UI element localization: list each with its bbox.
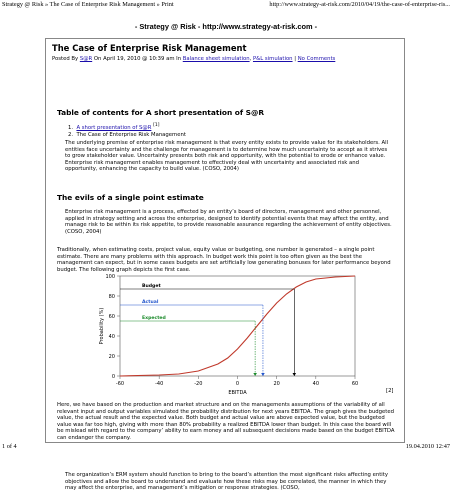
print-header [2, 0, 450, 10]
article-title: The Case of Enterprise Risk Management [52, 43, 247, 53]
paragraph-4: Here, we have based on the production and market structure and on the managements assumptions of the variability of all relevant input and output variables simulated the probability distribution for next years EBITDA. The graph gives the budgeted value, the actual result and the expected value. Both budget and actual value are above expected value, but the budgeted value was far too high, giving with more than 80% probability a realized EBITDA lower than budget. In this case the board will be mislead with regard to the company’ ability to earn money and all subsequent decisions made based on the budget EBITDA can endanger the company. [57, 402, 395, 441]
ref-1[interactable]: [1] [153, 123, 160, 128]
posted-prefix: Posted By [52, 56, 80, 62]
toc-num: 1. [68, 124, 74, 131]
y-tick-label: 20 [108, 353, 115, 360]
print-footer [2, 442, 450, 452]
budget-label: Budget [142, 284, 161, 289]
cumulative-probability-line [120, 276, 355, 376]
print-header-url: http://www.strategy-at-risk.com/2010/04/19/the-case-of-enterprise-ris... [269, 1, 450, 8]
y-tick-label: 0 [111, 373, 115, 380]
paragraph-5: The organization’s ERM system should function to bring to the board’s attention the most significant risks affecting entity objectives and allow the board to understand and evaluate how these risks may be correlated, the manner in which they may affect the enterprise, and management’s mitigation or response strategies. (COSO, [65, 472, 388, 492]
paragraph-1: The underlying premise of enterprise risk management is that every entity exists to provide value for its stakeholders. All entities face uncertainty and the challenge for management is to determine how much uncertainty to accept as it strives to grow stakeholder value. Uncertainty presents both risk and opportunity, with the potential to erode or enhance value. Enterprise risk management enables management to effectively deal with uncertainty and associated risk and opportunity, enhancing the capacity to build value. (COSO, 2004) [65, 140, 389, 173]
toc-link-short-presentation[interactable]: A short presentation of S@R [76, 124, 152, 131]
page-count: 1 of 4 [2, 443, 17, 450]
x-tick-label: 60 [351, 381, 359, 387]
ref-2[interactable]: [2] [386, 388, 394, 394]
expected-arrow [253, 373, 257, 376]
article-box [45, 38, 405, 492]
comments-link[interactable]: No Comments [297, 56, 336, 62]
separator: , [249, 56, 253, 62]
separator-bar: | [292, 56, 298, 62]
posted-date-text: On April 19, 2010 @ 10:39 am In [92, 56, 183, 62]
probability-chart [65, 264, 385, 398]
actual-arrow [261, 373, 265, 376]
toc-item-1 [68, 123, 186, 131]
toc-heading: Table of contents for A short presentation of S@R [57, 108, 265, 117]
toc-num: 2. [68, 131, 74, 138]
x-tick-label: 40 [312, 381, 320, 387]
toc-item-2 [68, 132, 186, 139]
x-tick-label: -20 [194, 381, 203, 387]
x-axis-label: EBITDA [228, 390, 247, 396]
y-tick-label: 80 [108, 293, 115, 300]
category-link-balance-sheet[interactable]: Balance sheet simulation [182, 56, 250, 62]
y-tick-label: 40 [108, 333, 115, 340]
site-title: - Strategy @ Risk - http://www.strategy-at-risk.com - [134, 22, 318, 31]
expected-label: Expected [142, 316, 166, 321]
y-tick-label: 100 [105, 273, 115, 280]
print-header-title: Strategy @ Risk » The Case of Enterprise Risk Management » Print [2, 1, 174, 8]
plot-frame [120, 276, 355, 376]
paragraph-3: Traditionally, when estimating costs, project value, equity value or budgeting, one number is generated – a single point estimate. There are many problems with this approach. In budget work this point is too often given as the best the management can expect, but in some cases budgets are set artificially low generating bonuses for later performance beyond budget. The following graph depicts the first case. [57, 247, 391, 273]
toc-list [68, 123, 186, 139]
x-tick-label: -40 [155, 381, 164, 387]
author-link[interactable]: S@R [79, 56, 93, 62]
section-heading-evils: The evils of a single point estimate [57, 193, 204, 202]
x-tick-label: 20 [273, 381, 280, 387]
category-link-pl[interactable]: P&L simulation [252, 56, 293, 62]
toc-text-current: The Case of Enterprise Risk Management [76, 131, 186, 138]
x-tick-label: -60 [115, 381, 125, 387]
post-meta [52, 56, 397, 63]
paragraph-2: Enterprise risk management is a process, effected by an entity’s board of directors, management and other personnel, applied in strategy setting and across the enterprise, designed to identify potential events that may affect the entity, and manage risk to be within its risk appetite, to provide reasonable assurance regarding the achievement of entity objectives. (COSO, 2004) [65, 209, 392, 235]
budget-arrow [292, 373, 296, 376]
actual-label: Actual [142, 300, 159, 305]
print-timestamp: 19.04.2010 12:47 [405, 443, 450, 450]
x-tick-label: 0 [235, 381, 240, 387]
y-axis-label: Probability (%) [99, 307, 105, 345]
y-tick-label: 60 [108, 313, 115, 320]
